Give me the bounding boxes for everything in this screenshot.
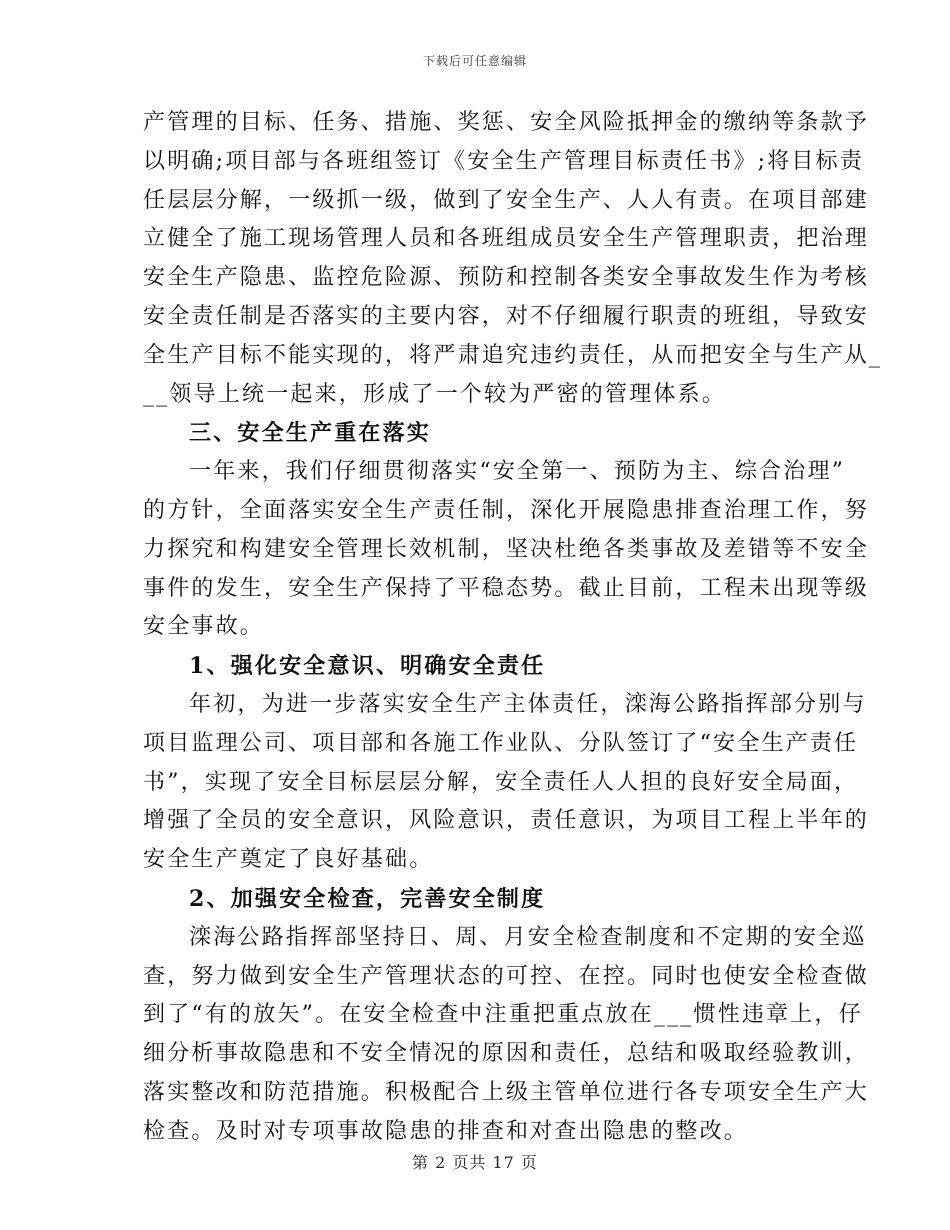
- text-line: 立健全了施工现场管理人员和各班组成员安全生产管理职责，把治理: [143, 226, 870, 252]
- text-line: 全生产目标不能实现的，将严肃追究违约责任，从而把安全与生产从_: [143, 342, 883, 368]
- text-line: 项目监理公司、项目部和各施工作业队、分队签订了“安全生产责任: [143, 730, 859, 756]
- section-heading-3: 三、安全生产重在落实: [189, 420, 432, 447]
- text-line: 增强了全员的安全意识，风险意识，责任意识，为项目工程上半年的: [143, 808, 870, 834]
- paragraph-safety-inspection: [143, 919, 870, 1152]
- text-line: 安全生产奠定了良好基础。: [143, 847, 434, 873]
- paragraph-management-goals: [143, 104, 883, 414]
- text-line: 落实整改和防范措施。积极配合上级主管单位进行各专项安全生产大: [143, 1079, 870, 1105]
- text-line: __领导上统一起来，形成了一个较为严密的管理体系。: [143, 381, 727, 407]
- subsection-heading-1: 1、强化安全意识、明确安全责任: [189, 653, 546, 680]
- paragraph-implementation: [143, 453, 870, 647]
- text-line: 年初，为进一步落实安全生产主体责任，滦海公路指挥部分别与: [189, 691, 867, 717]
- text-line: 安全责任制是否落实的主要内容，对不仔细履行职责的班组，导致安: [143, 303, 870, 329]
- text-line: 产管理的目标、任务、措施、奖惩、安全风险抵押金的缴纳等条款予: [143, 110, 870, 135]
- text-line: 到了“有的放矢”。在安全检查中注重把重点放在___惯性违章上，仔: [143, 1002, 863, 1028]
- text-line: 查，努力做到安全生产管理状态的可控、在控。同时也使安全检查做: [143, 963, 870, 989]
- text-line: 检查。及时对专项事故隐患的排查和对查出隐患的整改。: [143, 1118, 749, 1144]
- page-number: 第 2 页共 17 页: [412, 1153, 538, 1172]
- text-line: 力探究和构建安全管理长效机制，坚决杜绝各类事故及差错等不安全: [143, 536, 870, 562]
- paragraph-safety-awareness: [143, 686, 870, 880]
- page-header: 下载后可任意编辑: [422, 54, 527, 68]
- document-body: [143, 104, 883, 1152]
- text-line: 以明确;项目部与各班组签订《安全生产管理目标责任书》;将目标责: [143, 148, 865, 174]
- text-line: 滦海公路指挥部坚持日、周、月安全检查制度和不定期的安全巡: [189, 924, 867, 950]
- text-line: 细分析事故隐患和不安全情况的原因和责任，总结和吸取经验教训，: [143, 1041, 870, 1067]
- text-line: 事件的发生，安全生产保持了平稳态势。截止目前，工程未出现等级: [143, 575, 870, 601]
- text-line: 一年来，我们仔细贯彻落实“安全第一、预防为主、综合治理”: [189, 459, 846, 485]
- text-line: 任层层分解，一级抓一级，做到了安全生产、人人有责。在项目部建: [143, 187, 870, 213]
- subsection-heading-2: 2、加强安全检查，完善安全制度: [189, 885, 546, 912]
- text-line: 书”，实现了安全目标层层分解，安全责任人人担的良好安全局面，: [143, 769, 859, 795]
- text-line: 的方针，全面落实安全生产责任制，深化开展隐患排查治理工作，努: [143, 497, 870, 523]
- text-line: 安全事故。: [143, 614, 265, 640]
- text-line: 安全生产隐患、监控危险源、预防和控制各类安全事故发生作为考核: [143, 265, 870, 291]
